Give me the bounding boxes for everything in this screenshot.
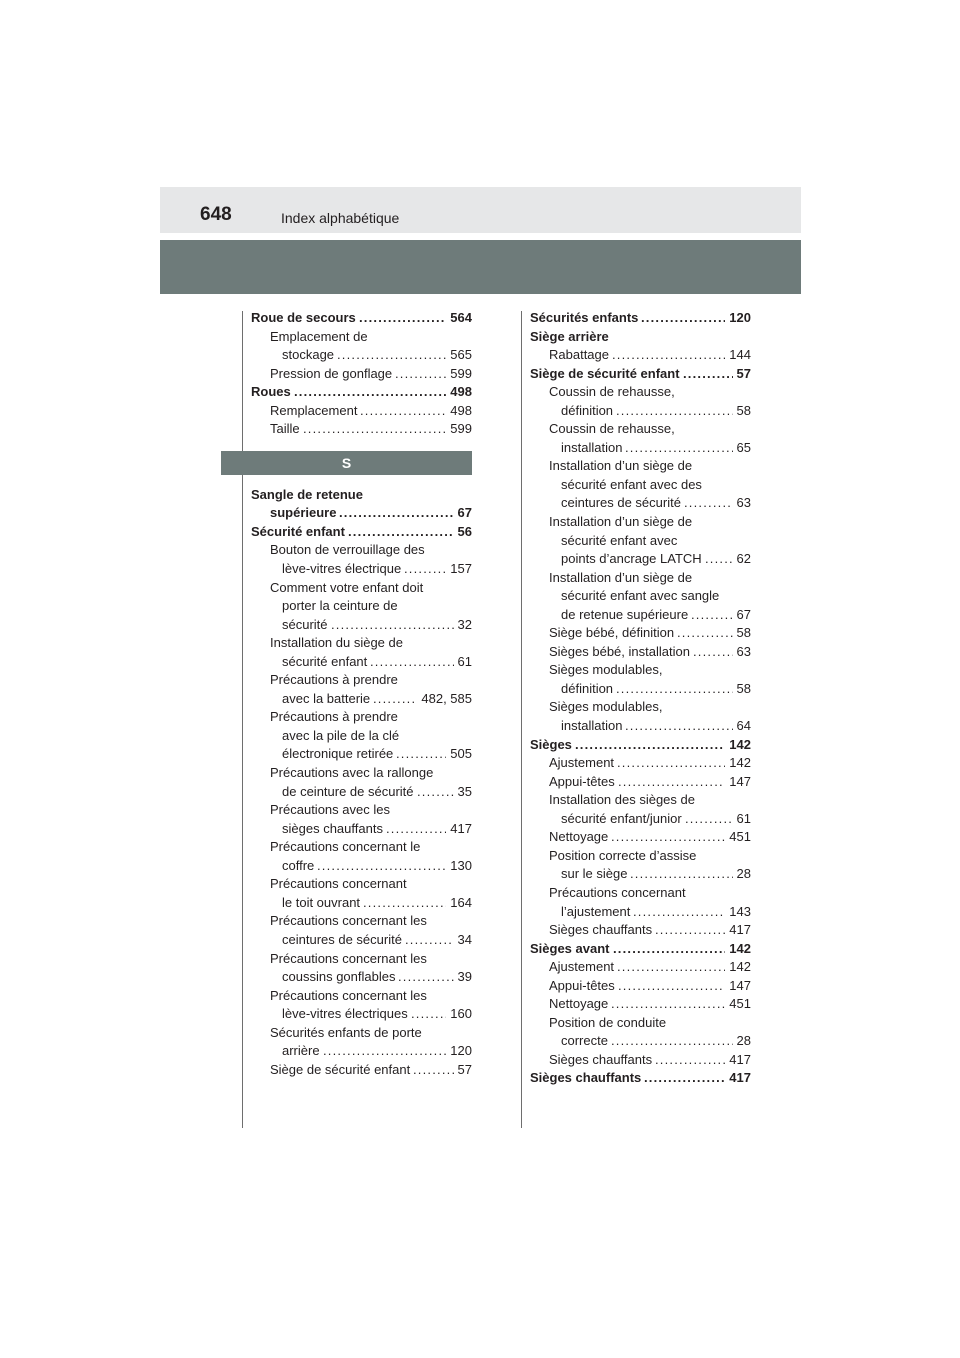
dot-leader	[363, 894, 446, 913]
index-subentry	[530, 439, 751, 458]
index-subentry	[530, 921, 751, 940]
page-reference[interactable]: 451	[728, 828, 751, 847]
entry-label: supérieure	[270, 505, 337, 521]
header-band	[160, 187, 801, 233]
index-subentry	[251, 616, 472, 635]
entry-label: Sièges bébé, installation	[549, 643, 690, 659]
dot-leader	[655, 1051, 725, 1070]
dot-leader	[684, 494, 733, 513]
page-reference[interactable]: 160	[449, 1005, 472, 1024]
dot-leader	[616, 680, 733, 699]
page-reference[interactable]: 498	[449, 402, 472, 421]
entry-label: Précautions concernant	[549, 884, 686, 900]
index-subentry	[530, 903, 751, 922]
entry-label: installation	[561, 718, 623, 734]
index-entry	[530, 365, 751, 384]
index-subentry	[251, 708, 472, 727]
index-subentry	[530, 643, 751, 662]
index-subentry	[251, 857, 472, 876]
index-subentry	[251, 875, 472, 894]
entry-label: arrière	[282, 1043, 320, 1059]
entry-label: Installation d’un siège de	[549, 514, 693, 530]
index-subentry	[251, 690, 472, 709]
index-subentry	[251, 1061, 472, 1080]
entry-label: Coussin de rehausse,	[549, 384, 675, 400]
entry-label: Siège de sécurité enfant	[530, 365, 680, 381]
entry-label: coussins gonflables	[282, 969, 396, 985]
index-subentry	[530, 773, 751, 792]
index-subentry	[251, 838, 472, 857]
dot-leader	[611, 995, 725, 1014]
entry-label: correcte	[561, 1033, 608, 1049]
page-reference[interactable]: 57	[457, 1061, 472, 1080]
index-subentry	[530, 791, 751, 810]
entry-label: ceintures de sécurité	[561, 495, 681, 511]
dot-leader	[294, 383, 446, 402]
index-subentry	[530, 810, 751, 829]
entry-label: Position de conduite	[549, 1014, 667, 1030]
index-subentry	[251, 504, 472, 523]
index-subentry	[251, 328, 472, 347]
entry-label: Sièges chauffants	[549, 1051, 653, 1067]
dot-leader	[612, 346, 725, 365]
index-subentry	[251, 987, 472, 1006]
page-reference[interactable]: 57	[736, 365, 751, 384]
entry-label: Installation d’un siège de	[549, 569, 693, 585]
entry-label: Siège arrière	[530, 328, 609, 344]
index-subentry	[251, 727, 472, 746]
page-reference[interactable]: 482, 585	[420, 690, 472, 709]
entry-label: avec la batterie	[282, 690, 371, 706]
page-reference[interactable]: 120	[728, 309, 751, 328]
dot-leader	[685, 810, 733, 829]
index-subentry	[251, 541, 472, 560]
dot-leader	[323, 1042, 446, 1061]
dot-leader	[411, 1005, 446, 1024]
entry-label: de ceinture de sécurité	[282, 783, 414, 799]
index-subentry	[251, 579, 472, 598]
page-reference[interactable]: 417	[449, 820, 472, 839]
section-header-s: S	[221, 451, 472, 475]
page-reference[interactable]: 164	[449, 894, 472, 913]
column-divider-middle	[521, 311, 522, 1128]
index-column-1	[251, 309, 472, 1079]
index-subentry	[530, 847, 751, 866]
page-reference[interactable]: 130	[449, 857, 472, 876]
index-subentry	[530, 680, 751, 699]
page-reference[interactable]: 564	[449, 309, 472, 328]
dot-leader	[405, 931, 454, 950]
dot-leader	[413, 1061, 454, 1080]
entry-label: définition	[561, 402, 614, 418]
dot-leader	[630, 865, 733, 884]
index-subentry	[530, 346, 751, 365]
entry-label: Nettoyage	[549, 829, 609, 845]
dot-leader	[691, 606, 733, 625]
index-subentry	[530, 569, 751, 588]
entry-label: avec la pile de la clé	[282, 727, 400, 743]
dot-leader	[331, 616, 454, 635]
entry-label: Installation des sièges de	[549, 792, 695, 808]
index-entry	[530, 1069, 751, 1088]
entry-label: sécurité enfant avec des	[561, 476, 702, 492]
entry-label: Sièges modulables,	[549, 699, 663, 715]
index-subentry	[530, 494, 751, 513]
index-subentry	[530, 550, 751, 569]
entry-label: Installation d’un siège de	[549, 458, 693, 474]
index-subentry	[530, 958, 751, 977]
index-subentry	[530, 1032, 751, 1051]
index-subentry	[530, 754, 751, 773]
index-entry	[530, 328, 751, 347]
entry-label: définition	[561, 680, 614, 696]
entry-label: sécurité enfant	[282, 653, 368, 669]
entry-label: stockage	[282, 347, 335, 363]
dot-leader	[693, 643, 733, 662]
index-subentry	[251, 968, 472, 987]
entry-label: Ajustement	[549, 959, 615, 975]
dot-leader	[404, 560, 446, 579]
dot-leader	[617, 754, 725, 773]
index-subentry	[251, 950, 472, 969]
entry-label: Nettoyage	[549, 996, 609, 1012]
index-subentry	[251, 420, 472, 439]
entry-label: Sécurité enfant	[251, 523, 345, 539]
index-subentry	[530, 1014, 751, 1033]
index-subentry	[530, 1051, 751, 1070]
entry-label: ceintures de sécurité	[282, 931, 402, 947]
page-reference[interactable]: 417	[728, 1069, 751, 1088]
index-subentry	[251, 1042, 472, 1061]
dot-leader	[348, 523, 454, 542]
dot-leader	[655, 921, 725, 940]
dot-leader	[373, 690, 417, 709]
index-subentry	[530, 383, 751, 402]
page-reference[interactable]: 157	[449, 560, 472, 579]
entry-label: Sièges chauffants	[549, 922, 653, 938]
index-subentry	[251, 745, 472, 764]
index-subentry	[251, 894, 472, 913]
page-reference[interactable]: 58	[736, 680, 751, 699]
page-reference[interactable]: 63	[736, 494, 751, 513]
page-reference[interactable]: 505	[449, 745, 472, 764]
entry-label: Rabattage	[549, 347, 609, 363]
entry-label: points d’ancrage LATCH	[561, 551, 702, 567]
entry-label: sur le siège	[561, 866, 628, 882]
dot-leader	[370, 653, 454, 672]
index-subentry	[251, 801, 472, 820]
index-entry	[530, 940, 751, 959]
index-subentry	[251, 1005, 472, 1024]
entry-label: Appui-têtes	[549, 773, 615, 789]
dot-leader	[317, 857, 446, 876]
entry-label: de retenue supérieure	[561, 606, 689, 622]
index-list-s-continued	[530, 309, 751, 1088]
entry-label: lève-vitres électriques	[282, 1006, 408, 1022]
page-reference[interactable]: 61	[736, 810, 751, 829]
dot-leader	[618, 977, 725, 996]
index-subentry	[530, 698, 751, 717]
index-subentry	[251, 365, 472, 384]
dot-leader	[611, 1032, 733, 1051]
page-reference[interactable]: 39	[457, 968, 472, 987]
entry-label: Comment votre enfant doit	[270, 579, 424, 595]
page-reference[interactable]: 147	[728, 773, 751, 792]
index-subentry	[530, 513, 751, 532]
entry-label: Position correcte d’assise	[549, 847, 697, 863]
index-subentry	[251, 402, 472, 421]
page-reference[interactable]: 147	[728, 977, 751, 996]
page-reference[interactable]: 65	[736, 439, 751, 458]
index-subentry	[530, 587, 751, 606]
entry-label: Précautions concernant les	[270, 913, 427, 929]
entry-label: installation	[561, 439, 623, 455]
entry-label: électronique retirée	[282, 746, 394, 762]
entry-label: Précautions concernant les	[270, 987, 427, 1003]
dot-leader	[644, 1069, 725, 1088]
index-entry	[251, 523, 472, 542]
index-subentry	[530, 402, 751, 421]
entry-label: Siège bébé, définition	[549, 625, 675, 641]
entry-label: Sièges	[530, 736, 572, 752]
entry-label: Bouton de verrouillage des	[270, 542, 425, 558]
page-reference[interactable]: 451	[728, 995, 751, 1014]
dot-leader	[611, 828, 725, 847]
page-title: Index alphabétique	[281, 210, 400, 226]
dot-leader	[398, 968, 454, 987]
dot-leader	[395, 365, 446, 384]
page-reference[interactable]: 565	[449, 346, 472, 365]
dot-leader	[359, 309, 446, 328]
dot-leader	[613, 940, 725, 959]
page-reference[interactable]: 599	[449, 365, 472, 384]
index-subentry	[530, 532, 751, 551]
column-divider-left	[242, 311, 243, 1128]
entry-label: Précautions concernant le	[270, 839, 421, 855]
entry-label: Sécurités enfants de porte	[270, 1024, 422, 1040]
entry-label: lève-vitres électrique	[282, 561, 402, 577]
dot-leader	[625, 439, 733, 458]
index-subentry	[251, 783, 472, 802]
page-reference[interactable]: 28	[736, 865, 751, 884]
index-subentry	[251, 671, 472, 690]
entry-label: Siège de sécurité enfant	[270, 1061, 411, 1077]
page-reference[interactable]: 56	[457, 523, 472, 542]
index-subentry	[251, 931, 472, 950]
entry-label: Emplacement de	[270, 328, 368, 344]
entry-label: sécurité enfant avec sangle	[561, 588, 720, 604]
dot-leader	[337, 346, 446, 365]
page-reference[interactable]: 142	[728, 940, 751, 959]
page-reference[interactable]: 142	[728, 754, 751, 773]
entry-label: sécurité enfant avec	[561, 532, 678, 548]
dot-leader	[396, 745, 446, 764]
entry-label: Roues	[251, 384, 291, 400]
index-subentry	[251, 1024, 472, 1043]
index-subentry	[530, 717, 751, 736]
index-subentry	[530, 977, 751, 996]
index-entry	[251, 383, 472, 402]
dot-leader	[625, 717, 733, 736]
index-entry	[251, 486, 472, 505]
index-subentry	[251, 634, 472, 653]
entry-label: Précautions concernant les	[270, 950, 427, 966]
index-list-s	[251, 486, 472, 1080]
page-reference[interactable]: 58	[736, 402, 751, 421]
dot-leader	[417, 783, 454, 802]
entry-label: Installation du siège de	[270, 635, 403, 651]
index-subentry	[530, 476, 751, 495]
entry-label: Précautions à prendre	[270, 709, 398, 725]
page-reference[interactable]: 28	[736, 1032, 751, 1051]
index-entry	[530, 309, 751, 328]
entry-label: Taille	[270, 421, 300, 437]
index-subentry	[530, 606, 751, 625]
page-reference[interactable]: 62	[736, 550, 751, 569]
index-subentry	[530, 995, 751, 1014]
dot-leader	[360, 402, 446, 421]
page-reference[interactable]: 599	[449, 420, 472, 439]
entry-label: sécurité enfant/junior	[561, 810, 682, 826]
dot-leader	[339, 504, 454, 523]
entry-label: Sièges modulables,	[549, 662, 663, 678]
page-reference[interactable]: 417	[728, 921, 751, 940]
entry-label: l’ajustement	[561, 903, 631, 919]
index-list-r	[251, 309, 472, 439]
index-subentry	[530, 624, 751, 643]
page-reference[interactable]: 32	[457, 616, 472, 635]
index-subentry	[530, 661, 751, 680]
page-reference[interactable]: 417	[728, 1051, 751, 1070]
index-subentry	[530, 865, 751, 884]
page-number: 648	[200, 204, 232, 225]
dot-leader	[705, 550, 733, 569]
page-reference[interactable]: 64	[736, 717, 751, 736]
entry-label: Précautions avec les	[270, 802, 390, 818]
page-reference[interactable]: 58	[736, 624, 751, 643]
dot-leader	[677, 624, 733, 643]
dot-leader	[618, 773, 725, 792]
index-subentry	[251, 346, 472, 365]
page-reference[interactable]: 142	[728, 958, 751, 977]
page-reference[interactable]: 142	[728, 736, 751, 755]
entry-label: Sécurités enfants	[530, 310, 639, 325]
entry-label: Précautions avec la rallonge	[270, 765, 434, 781]
index-subentry	[530, 420, 751, 439]
index-subentry	[530, 884, 751, 903]
header-bar	[160, 240, 801, 294]
entry-label: Appui-têtes	[549, 977, 615, 993]
entry-label: sièges chauffants	[282, 820, 383, 836]
entry-label: sécurité	[282, 616, 328, 632]
entry-label: Précautions concernant	[270, 876, 407, 892]
entry-label: Sièges avant	[530, 940, 610, 956]
page-reference[interactable]: 61	[457, 653, 472, 672]
dot-leader	[633, 903, 725, 922]
dot-leader	[641, 309, 725, 328]
page-reference[interactable]: 67	[736, 606, 751, 625]
dot-leader	[683, 365, 733, 384]
page-reference[interactable]: 144	[728, 346, 751, 365]
page-reference[interactable]: 120	[449, 1042, 472, 1061]
page-reference[interactable]: 67	[457, 504, 472, 523]
index-entry	[251, 309, 472, 328]
index-subentry	[251, 597, 472, 616]
page-reference[interactable]: 34	[457, 931, 472, 950]
dot-leader	[616, 402, 733, 421]
entry-label: le toit ouvrant	[282, 894, 361, 910]
entry-label: Sangle de retenue	[251, 486, 363, 502]
index-subentry	[251, 764, 472, 783]
entry-label: Ajustement	[549, 755, 615, 771]
entry-label: Remplacement	[270, 402, 358, 418]
index-column-2	[530, 309, 751, 1088]
index-subentry	[251, 653, 472, 672]
dot-leader	[386, 820, 446, 839]
dot-leader	[575, 736, 725, 755]
dot-leader	[617, 958, 725, 977]
index-subentry	[251, 560, 472, 579]
index-entry	[530, 736, 751, 755]
page-reference[interactable]: 498	[449, 383, 472, 402]
entry-label: porter la ceinture de	[282, 598, 398, 614]
entry-label: Pression de gonflage	[270, 365, 393, 381]
entry-label: coffre	[282, 857, 315, 873]
index-subentry	[530, 457, 751, 476]
page-reference[interactable]: 143	[728, 903, 751, 922]
index-subentry	[530, 828, 751, 847]
entry-label: Précautions à prendre	[270, 672, 398, 688]
index-subentry	[251, 912, 472, 931]
entry-label: Roue de secours	[251, 310, 356, 325]
page-reference[interactable]: 35	[457, 783, 472, 802]
entry-label: Sièges chauffants	[530, 1070, 642, 1086]
dot-leader	[303, 420, 446, 439]
page-reference[interactable]: 63	[736, 643, 751, 662]
entry-label: Coussin de rehausse,	[549, 421, 675, 437]
index-subentry	[251, 820, 472, 839]
